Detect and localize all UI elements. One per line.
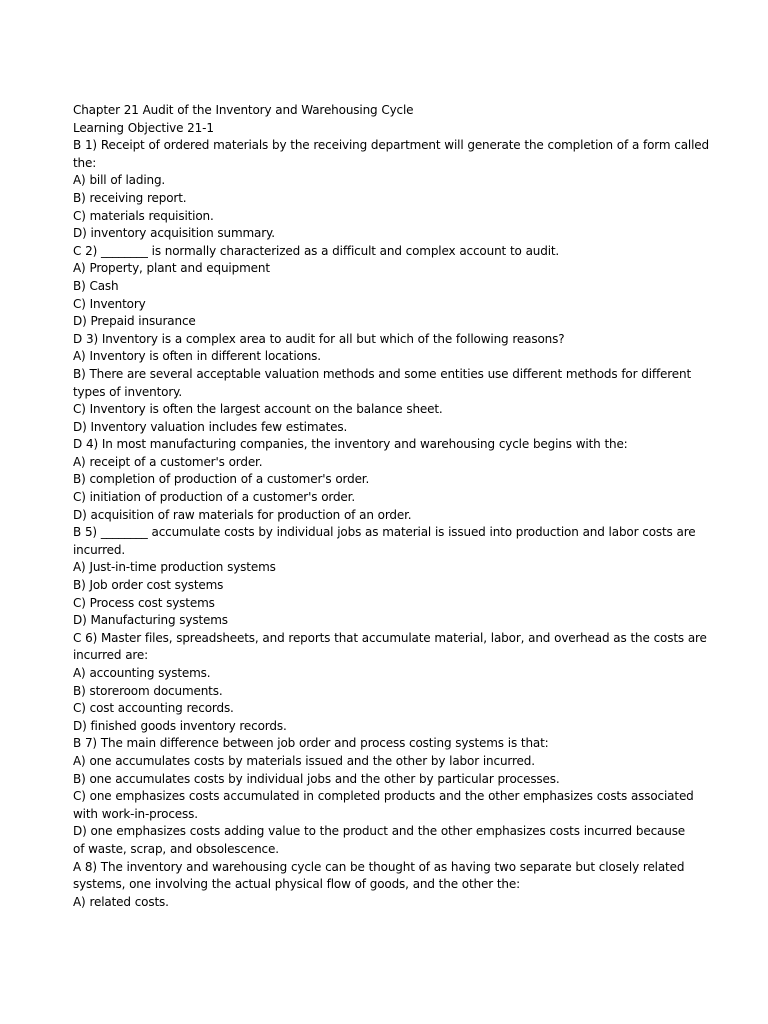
text-line: C) Process cost systems	[73, 595, 215, 610]
text-line: B) one accumulates costs by individual jobs and the other by particular processes.	[73, 771, 560, 786]
text-line: D) acquisition of raw materials for production of an order.	[73, 507, 412, 522]
text-line: D) finished goods inventory records.	[73, 718, 287, 733]
text-line: A) Inventory is often in different locations.	[73, 349, 321, 364]
chapter-title: Chapter 21 Audit of the Inventory and Warehousing Cycle	[73, 103, 414, 117]
text-line: D 3) Inventory is a complex area to audit for all but which of the following reasons?	[73, 331, 565, 346]
text-line: D) Inventory valuation includes few estimates.	[73, 419, 348, 434]
text-line: A) related costs.	[73, 894, 169, 909]
text-line: B 5) ________ accumulate costs by individual jobs as material is issued into production and labor costs are	[73, 525, 696, 540]
text-line: the:	[73, 155, 97, 170]
text-line: A) Just-in-time production systems	[73, 560, 276, 575]
text-line: B 1) Receipt of ordered materials by the receiving department will generate the completion of a form called	[73, 138, 709, 153]
text-line: A) one accumulates costs by materials issued and the other by labor incurred.	[73, 753, 535, 768]
text-line: D) inventory acquisition summary.	[73, 226, 275, 241]
text-line: C 6) Master files, spreadsheets, and reports that accumulate material, labor, and overhead as the costs are	[73, 630, 707, 645]
text-line: B) There are several acceptable valuation methods and some entities use different methods for different	[73, 366, 692, 381]
text-line: C) one emphasizes costs accumulated in completed products and the other emphasizes costs associated	[73, 789, 694, 804]
learning-objective: Learning Objective 21-1	[73, 120, 214, 135]
text-line: B) Job order cost systems	[73, 578, 224, 593]
text-line: A) accounting systems.	[73, 666, 211, 680]
text-line: A) Property, plant and equipment	[73, 261, 270, 276]
text-line: C) initiation of production of a customer's order.	[73, 490, 356, 505]
question-list	[73, 137, 709, 911]
text-line: B) completion of production of a customer's order.	[73, 472, 370, 487]
text-line: D 4) In most manufacturing companies, the inventory and warehousing cycle begins with the:	[73, 437, 628, 452]
text-line: C) Inventory is often the largest account on the balance sheet.	[73, 402, 443, 417]
text-line: types of inventory.	[73, 384, 183, 399]
text-line: A) receipt of a customer's order.	[73, 454, 263, 469]
text-line: D) one emphasizes costs adding value to the product and the other emphasizes costs incurred because	[73, 824, 686, 839]
text-line: A 8) The inventory and warehousing cycle can be thought of as having two separate but closely related	[73, 859, 685, 874]
text-line: B) Cash	[73, 278, 119, 293]
text-line: D) Prepaid insurance	[73, 314, 196, 329]
text-line: B) storeroom documents.	[73, 683, 223, 698]
text-line: B) receiving report.	[73, 190, 187, 205]
text-line: C) Inventory	[73, 296, 146, 311]
text-line: of waste, scrap, and obsolescence.	[73, 841, 279, 856]
text-line: A) bill of lading.	[73, 173, 166, 188]
text-line: C) cost accounting records.	[73, 701, 234, 716]
text-line: D) Manufacturing systems	[73, 613, 228, 628]
text-line: with work-in-process.	[73, 806, 198, 821]
text-line: systems, one involving the actual physical flow of goods, and the other the:	[73, 877, 521, 892]
text-line: C 2) ________ is normally characterized as a difficult and complex account to audit.	[73, 243, 560, 258]
text-line: incurred.	[73, 542, 125, 557]
text-line: C) materials requisition.	[73, 208, 214, 223]
text-line: B 7) The main difference between job order and process costing systems is that:	[73, 736, 549, 751]
text-line: incurred are:	[73, 648, 149, 663]
